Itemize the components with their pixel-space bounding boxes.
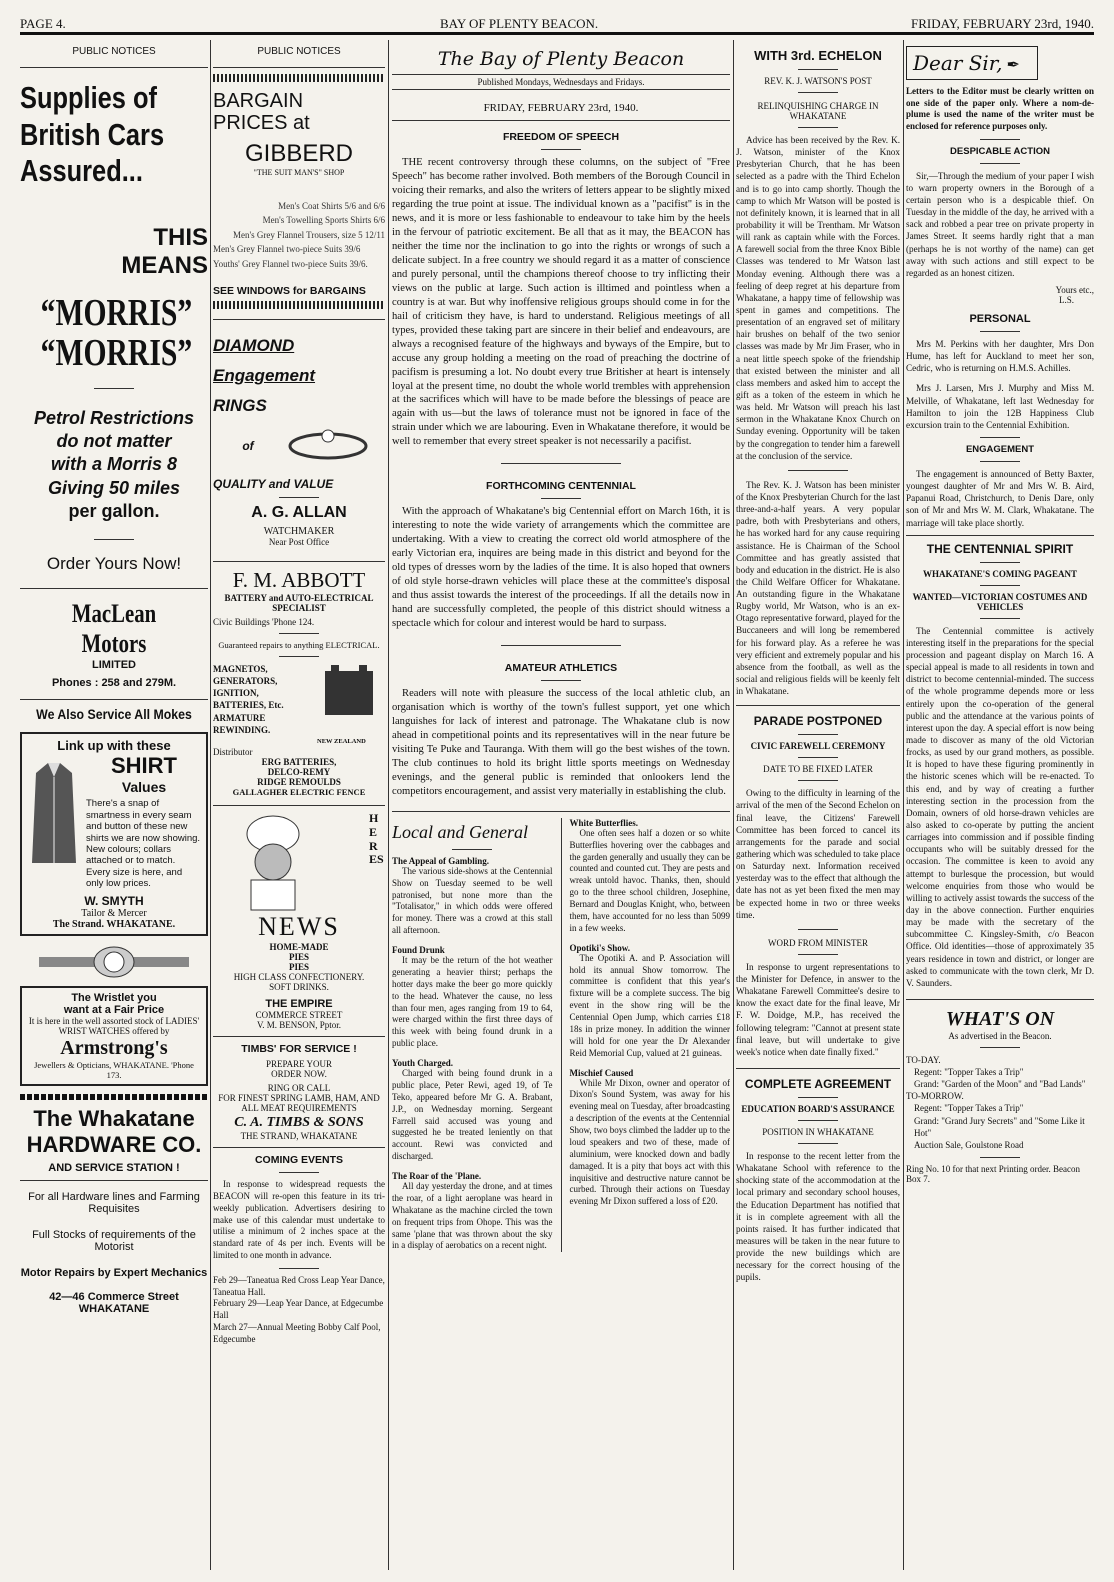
page-header: [20, 10, 1094, 35]
ad-line: Supplies of: [20, 80, 158, 115]
service-item: GENERATORS,: [213, 676, 278, 687]
ad-line: HARDWARE CO.: [26, 1132, 202, 1158]
ad-line: COMMERCE STREET: [255, 1009, 343, 1020]
article-heading: ENGAGEMENT: [965, 444, 1035, 455]
ad-line: Tailor & Mercer: [81, 907, 147, 919]
whats-on-item: Grand: "Grand Jury Secrets" and "Some Like it Hot": [914, 1115, 1085, 1138]
whats-on-subheading: As advertised in the Beacon.: [948, 1030, 1052, 1041]
column-public-notices-1: [20, 40, 208, 1570]
whats-on-item: Regent: "Topper Takes a Trip": [914, 1067, 1024, 1078]
article-heading: COMPLETE AGREEMENT: [744, 1077, 892, 1091]
article-subheading: REV. K. J. WATSON'S POST: [764, 76, 872, 86]
signoff: Yours etc.,: [1055, 285, 1094, 296]
paragraph: The various side-shows at the Centennial Show on Tuesday seemed to be well patronised, but none more than the "Totalisator," in which odds were offered for money. There was a crowd at this stall all afternoon.: [392, 865, 553, 936]
local-general-right: [570, 818, 731, 1253]
ad-line: GIBBERD: [244, 140, 354, 167]
paragraph: Mrs J. Larsen, Mrs J. Murphy and Miss M. Melville, of Whakatane, left last Wednesday for Hamilton to join the 12B Happiness Club excursion train to the Centennial Exhibition.: [906, 383, 1094, 430]
section-heading: COMING EVENTS: [254, 1153, 344, 1166]
price-item: Men's Towelling Sports Shirts 6/6: [262, 215, 385, 226]
ad-line: SEE WINDOWS for BARGAINS: [213, 284, 366, 297]
item-heading: The Appeal of Gambling.: [392, 855, 490, 866]
article-heading: FREEDOM OF SPEECH: [502, 131, 620, 143]
empire-advert: [213, 812, 385, 1030]
ad-line: TIMBS' FOR SERVICE !: [241, 1042, 357, 1055]
paragraph: The Rev. K. J. Watson has been minister of the Knox Presbyterian Church for the last three-and-a-half years. A very popular padre, both with Presbyterians and others, he has worked hard for any cause requiring assistance. He is Chairman of the School Committee and has greatly assisted that body and education in the district. He is also the Child Welfare Officer for Whakatane. An outstanding figure in the Whakatane Rugby world, Mr Watson, who is an ex-Otago representative forward, played for the Buccaneers and will long be remembered for his forward play. As a referee he was very efficient and extremely popular and his absence from the football, as well as the social and religious fields will be keenly felt in Whakatane.: [736, 479, 900, 697]
ad-line: Phones : 258 and 279M.: [51, 677, 177, 690]
ad-line: THIS: [153, 223, 208, 251]
service-item: ARMATURE: [213, 712, 266, 723]
paragraph: One often sees half a dozen or so white Butterflies hovering over the cabbages and the garden generally and usually they can be counted and counted cut. They are pests and wreak untold havoc. Thanks, then, should go to the three school children, Josephine, Bernard and Douglas Knight, who, between them, have accounted for no less than 5099 in a few weeks.: [569, 827, 730, 933]
item-heading: Youth Charged.: [392, 1058, 454, 1069]
article-heading: WITH 3rd. ECHELON: [754, 48, 882, 63]
article-heading: FORTHCOMING CENTENNIAL: [486, 480, 636, 493]
hardware-advert: [20, 1106, 208, 1315]
ad-text: There's a snap of smartness in every seam and button of these new shirts we are now showing. New colours; collars attached or to match. Every size is here, and only low prices.: [86, 798, 201, 890]
battery-illustration: [317, 663, 385, 745]
ad-line: ORDER NOW.: [271, 1068, 327, 1079]
article-heading: THE CENTENNIAL SPIRIT: [926, 541, 1074, 556]
quill-icon: ✒: [1006, 57, 1020, 74]
whats-on-item: Grand: "Garden of the Moon" and "Bad Lands": [914, 1079, 1086, 1090]
item-heading: Mischief Caused: [569, 1067, 634, 1078]
column-rule: [733, 40, 734, 1570]
shirt-illustration: [26, 753, 82, 873]
ad-line: of: [242, 439, 254, 454]
timbs-advert: [213, 1043, 385, 1141]
editorial-date: FRIDAY, FEBRUARY 23rd, 1940.: [483, 102, 639, 114]
paragraph: The Opotiki A. and P. Association will hold its annual Show tomorrow. The committee is confident that this year's fixture will be a complete success. The big event in the show ring will be the Centennial Open Jump, which carries £18 18s in prize money. In addition the winner will hold for one year the Dr Alexander Reid Memorial Cup, valued at 21 guineas.: [569, 952, 730, 1058]
paragraph: Sir,—Through the medium of your paper I wish to warn property owners in the Borough of a certain person who is a despicable thief. On Tuesday in the middle of the day, he arrived with a sack and robbed a pear tree on private property in James Street. It seems hardly right that a man (perhaps he is not worthy of the name) can get away with such actions and still expect to be regarded as an honest citizen.: [906, 170, 1094, 278]
ad-line: 42—46 Commerce Street WHAKATANE: [49, 1291, 179, 1316]
paragraph: In response to urgent representations to the Minister for Defence, in answer to the Whakatane Farewell Committee's desire to know the exact date for the final leave, Mr F. W. Doidge, M.P., has received the following telegram: "Cannot at present state final leave, but will undertake to give week's notice when date finally fixed.": [736, 961, 900, 1057]
local-general-left: [392, 818, 553, 1253]
ad-line: MEANS: [121, 251, 208, 279]
ad-line: The Wristlet you: [71, 991, 157, 1004]
ad-line: The Strand. WHAKATANE.: [52, 918, 176, 930]
item-heading: White Butterflies.: [569, 817, 638, 828]
column-public-notices-2: [213, 40, 385, 1570]
page-number: PAGE 4.: [20, 16, 66, 31]
paper-name: BAY OF PLENTY BEACON.: [440, 16, 599, 31]
whats-on-heading: WHAT'S ON: [945, 1007, 1055, 1030]
article-subheading: WANTED—VICTORIAN COSTUMES AND VEHICLES: [912, 591, 1088, 612]
letters-logo: [906, 46, 1038, 80]
ad-line: BARGAIN: [213, 90, 304, 112]
column-news: [736, 40, 900, 1570]
ad-line: RINGS: [213, 395, 267, 415]
ad-line: NEW ZEALAND: [317, 737, 366, 745]
smyth-advert: [20, 732, 208, 935]
whats-on-list: [906, 1054, 1094, 1151]
article-heading: DESPICABLE ACTION: [950, 145, 1050, 157]
service-item: IGNITION,: [213, 688, 259, 699]
masthead: The Bay of Plenty Beacon: [437, 48, 685, 70]
ad-line: want at a Fair Price: [63, 1003, 165, 1016]
ad-line: PIES: [288, 951, 309, 962]
price-list: [213, 199, 385, 271]
ad-line: Order Yours Now!: [46, 554, 182, 574]
ad-line: Motor Repairs by Expert Mechanics: [20, 1267, 208, 1280]
letters-logo-text: Dear Sir,: [913, 51, 1003, 75]
price-item: Men's Grey Flannel Trousers, size 5 12/11: [232, 229, 385, 240]
coming-events: [213, 1154, 385, 1345]
column-title: PUBLIC NOTICES: [72, 46, 156, 57]
ad-line: Giving 50 miles: [47, 477, 181, 498]
printing-notice: Ring No. 10 for that next Printing order. Beacon Box 7.: [906, 1164, 1080, 1185]
column-letters-personal: [906, 40, 1094, 1570]
ad-line: "THE SUIT MAN'S" SHOP: [253, 168, 345, 177]
event-item: March 27—Annual Meeting Bobby Calf Pool, Edgecumbe: [213, 1321, 381, 1344]
ad-line: We Also Service All Mokes: [36, 706, 192, 723]
ad-line: Petrol Restrictions: [33, 407, 195, 428]
publication-schedule: Published Mondays, Wednesdays and Fridays.: [392, 74, 730, 90]
article-subheading: DATE TO BE FIXED LATER: [763, 764, 873, 775]
article-subheading: RELINQUISHING CHARGE IN WHAKATANE: [757, 101, 879, 121]
signature: L.S.: [1058, 295, 1074, 306]
ad-line: RIDGE REMOULDS: [257, 776, 341, 787]
article-heading: PERSONAL: [969, 313, 1031, 326]
paragraph: The Centennial committee is actively interesting itself in the preparations for the special procession and pageant display on March 16. A special appeal is made to all residents in town and district to become centennial-minded. The success of the whole programme depends more or less entirely upon the co-operation of the general public and the attendance at the various points of interest upon the day. A special effort is now being made to discover as many of the old Victorian frocks, as used by our grand mothers, as possible. It is hoped to have these figuring prominently in the historic scenes which will be re-enacted. To this end, and by way of creating a further interesting section in the procession from the Domain, owners of old horse-drawn vehicles are also asked to co-operate by putting the ancient carriages into commission and if possible finding occupants who will be suitably dressed for the occasion. The committee is keen to avoid any attempt to burlesque the procession, but would welcome enquiries from those who would be willing to actively assist towards the success of the day in the above connection. Further enquiries may be made with the secretary of the subcommittee C. Kingsley-Smith, c/o Beacon Office. Old identities—those of approximately 35 years residence in town and district, or longer are asked to communicate with the town clerk, Mr D. V. Saunders.: [906, 625, 1094, 988]
ad-line: RING OR CALL: [267, 1082, 331, 1093]
whats-on-item: Auction Sale, Goulstone Road: [914, 1139, 1024, 1150]
ad-line: PRICES at: [213, 112, 310, 134]
ad-line: THE STRAND, WHAKATANE: [240, 1130, 358, 1141]
ad-line: AND SERVICE STATION !: [48, 1162, 180, 1175]
gibberd-advert: [213, 74, 385, 309]
ad-line: F. M. ABBOTT: [232, 567, 366, 592]
ad-line: per gallon.: [68, 501, 160, 522]
column-title: PUBLIC NOTICES: [257, 46, 341, 57]
allan-advert: [213, 336, 385, 547]
ad-line: Link up with these: [57, 738, 171, 754]
ad-line: THE EMPIRE: [265, 997, 333, 1010]
article-subheading: EDUCATION BOARD'S ASSURANCE: [741, 1104, 895, 1114]
morris-logo: “MORRIS”: [40, 331, 193, 374]
price-item: Men's Grey Flannel two-piece Suits 39/6: [213, 244, 361, 255]
ad-line: BATTERY and AUTO-ELECTRICAL SPECIALIST: [224, 592, 374, 613]
whats-on-day: TO-DAY.: [906, 1054, 941, 1065]
ad-line: SHIRT: [111, 753, 177, 779]
paragraph: Charged with being found drunk in a public place, Peter Rewi, aged 19, of Te Teko, appeared before Mr G. A. Brabant, J.P., on Wednesday morning. Sergeant Farrell said accused was young and suggested he be treated leniently on that account. Rewi was convicted and discharged.: [392, 1068, 553, 1162]
paragraph: Mrs M. Perkins with her daughter, Mrs Don Hume, has left for Auckland to meet her son, Cedric, who is returning on H.M.S. Achilles.: [906, 339, 1094, 374]
paragraph: Advice has been received by the Rev. K. J. Watson, minister of the Knox Presbyterian Church, that he has been selected as a padre with the Third Echelon and is to go into camp shortly. Though the camp to which Mr Watson will be posted is not definitely known, it is learned that in all probability it will be Trentham. Mr Watson will rank as captain while with the Forces. A farewell social from the three Knox Bible Classes was tendered to Mr Watson last Monday evening. Although there was a feeling of deep regret at his departure from Whakatane, a happy time of fellowship was spent in games and competitions. The presentation of an engraved set of military hair brushes on behalf of the two senior classes was made by Mr Jim Fraser, who in a neat little speech spoke of the friendship that existed between the minister and all class members and asked him to accept the gift as a token of the esteem in which he was held. Mr Watson will preach his last sermon in the Whakatane Knox Church on Sunday evening. Opportunity will be taken by the congregation to tender him a farewell at the conclusion of the service.: [736, 135, 900, 461]
article-subheading: WORD FROM MINISTER: [767, 937, 868, 948]
ad-line: FOR FINEST SPRING LAMB, HAM, AND ALL MEAT REQUIREMENTS: [218, 1092, 380, 1113]
ad-line: GALLAGHER ELECTRIC FENCE: [232, 786, 366, 797]
event-item: Feb 29—Taneatua Red Cross Leap Year Dance, Taneatua Hall.: [213, 1275, 385, 1297]
ad-line: ERG BATTERIES,: [261, 756, 337, 767]
ad-line: W. SMYTH: [84, 893, 144, 908]
ad-line: Full Stocks of requirements of the Motorist: [32, 1229, 196, 1254]
paragraph: All day yesterday the drone, and at times the roar, of a light aeroplane was heard in Whakatane as the machine circled the town on frequent trips from Ohope. This was the same 'plane that was thrown about the sky in a display of aerobatics on a recent night.: [392, 1181, 553, 1251]
ring-illustration: [283, 426, 373, 467]
ad-line: Values: [121, 779, 167, 796]
ad-line: do not matter: [56, 430, 172, 451]
service-item: REWINDING.: [213, 724, 271, 735]
event-item: February 29—Leap Year Dance, at Edgecumbe Hall: [213, 1298, 384, 1321]
abbott-advert: [213, 568, 385, 797]
ad-line: QUALITY and VALUE: [213, 476, 334, 491]
ad-text: It is here in the well assorted stock of LADIES' WRIST WATCHES offered by: [28, 1015, 200, 1037]
article-subheading: CIVIC FAREWELL CEREMONY: [750, 741, 886, 752]
article-subheading: WHAKATANE'S COMING PAGEANT: [922, 568, 1077, 579]
column-rule: [210, 40, 211, 1570]
ad-line: A. G. ALLAN: [251, 503, 347, 521]
maclean-motors-advert: [20, 599, 208, 722]
paragraph: With the approach of Whakatane's big Centennial effort on March 16th, it is interesting to note the wide variety of arrangements which the committee are undertaking. With a view to creating the correct old world atmosphere of the early Victorian era, inquires are being made in this district and beyond for the old types of dresses worn by the ladies of the time. It is also hoped that owners of old style horse-drawn vehicles will place these at the committee's disposal and thus assist towards the interest of the proceedings. If all the details now in hand are successfully completed, the people of this district should witness a spectacle which for colour and interest would be hard to surpass.: [392, 506, 730, 630]
ad-line: WATCHMAKER: [263, 525, 335, 537]
ad-line: DELCO-REMY: [267, 766, 331, 777]
whats-on-day: TO-MORROW.: [906, 1091, 964, 1102]
morris-logo: “MORRIS”: [40, 291, 193, 334]
paragraph: Owing to the difficulty in learning of the arrival of the men of the Second Echelon on final leave, the Citizens' Farewell Committee has been forced to cancel its arrangements for the parade and social gathering which was scheduled to take place on Saturday next. Information received yesterday was to the effect that although the date has not as yet been fixed the men may be expected home in two or three weeks time.: [736, 788, 900, 920]
ad-line: For all Hardware lines and Farming Requisites: [28, 1191, 200, 1216]
ad-line: C. A. TIMBS & SONS: [234, 1114, 364, 1130]
ad-line: British Cars: [20, 116, 165, 152]
wristwatch-illustration: [20, 942, 208, 982]
letters-notice: Letters to the Editor must be clearly written on one side of the paper only. Where a nom-de-plume is used the name of the writer must be enclosed for reference purposes only.: [906, 86, 1094, 132]
ad-line: PREPARE YOUR: [265, 1058, 333, 1069]
ad-line: Civic Buildings 'Phone 124.: [213, 616, 315, 627]
section-heading: Local and General: [392, 821, 528, 842]
maclean-logo: MacLean Motors: [71, 599, 157, 659]
price-item: Youths' Grey Flannel two-piece Suits 39/6.: [213, 258, 368, 269]
ad-line: The Whakatane: [33, 1106, 195, 1132]
ad-line: Near Post Office: [268, 536, 330, 547]
ad-line: NEWS: [258, 911, 340, 941]
ad-line: Armstrong's: [60, 1037, 168, 1060]
ad-line: PIES: [288, 961, 309, 972]
column-editorial: [392, 40, 730, 1570]
whats-on-item: Regent: "Topper Takes a Trip": [914, 1103, 1024, 1114]
service-item: BATTERIES, Etc.: [213, 700, 284, 711]
ad-line: LIMITED: [92, 659, 136, 672]
ad-line: Distributor: [213, 746, 253, 757]
chef-illustration: [213, 812, 369, 912]
ad-line: DIAMOND: [213, 335, 295, 355]
morris-advert: [20, 80, 208, 574]
paragraph: The engagement is announced of Betty Baxter, youngest daughter of Mr and Mrs W. B. Aird, Papanui Road, Christchurch, to Denis Dare, only son of Mr and Mrs W. M. Clark, Whakatane. The marriage will take place shortly.: [906, 469, 1094, 528]
paragraph: While Mr Dixon, owner and operator of Dixon's Sound System, was away for his evening meal on Tuesday, after broadcasting a description of the events at the Centennial Show, two boys climbed the ladder up to the loud speakers and two of these, made of aluminium, were knocked down and badly damaged. It is a pity that boys act with this inquisitive and destructive nature cannot be curbed. Through their actions on Tuesday evening Mr Dixon suffered a loss of £20.: [569, 1077, 730, 1207]
service-item: MAGNETOS,: [213, 663, 268, 674]
column-rule: [903, 40, 904, 1570]
item-heading: The Roar of the 'Plane.: [392, 1171, 482, 1182]
ad-line: Guaranteed repairs to anything ELECTRICAL.: [218, 639, 380, 650]
paragraph: In response to widespread requests the BEACON will re-open this feature in its tri-weekly publication. Advertisers desiring to make use of this calendar must undertake to utilise a minimum of 2 inches space at the standard rate of 4s per inch. Events will be limited to one month in advance.: [213, 1178, 385, 1261]
column-rule: [388, 40, 389, 1570]
paragraph: Readers will note with pleasure the success of the local athletic club, an organisation which is worthy of the town's fullest support, yet one which languishes for lack of interest and patronage. The Whakatane club is now ahead in competitional points and its representatives will in the near future be visiting Te Puke and Tauranga. With them will go the best wishes of the town. The club continues to hold its bright little sports meetings on Wednesday evenings, and the general public is reminded that onlookers lend the competitors encouragement, and assist very materially in establishing the club.: [392, 688, 730, 797]
armstrong-advert: [20, 942, 208, 1087]
ad-line: Jewellers & Opticians, WHAKATANE. 'Phone 173.: [34, 1060, 194, 1081]
article-subheading: POSITION IN WHAKATANE: [762, 1127, 874, 1137]
ad-line: with a Morris 8: [50, 454, 178, 475]
paragraph: THE recent controversy through these columns, on the subject of "Free Speech" has become rather involved. Both members of the Borough Council in voicing their remarks, and also the writers of letters appear to be slightly mixed regarding the true point at issue. The individual known as a "pacifist" is in the news, and it is more or less fashionable to endeavour to take him by the heels in the fervour of patriotic excitement. Be all that as it may, the BEACON has neither the time nor the inclination to go into the rights or wrongs of such a delicate subject. In a free country we should regard it as a matter of conscience and purely personal, until the champions thereof choose to try inflicting their views on the public at large. Such action is illtimed and pointless when a country is at war. But why inoffensive religious groups should come in for the hail of criticism they have, is hard to understand. Religious meetings of all types, provided these taking part are sincere in their belief and endeavours, are always a recognised feature of the highways and byways of the Empire, but to accuse any group holding a meeting on the road of preaching the doctrine of pacifism is presuming a lot. No doubt every true Britisher at heart is intensely loyal at the present time, no doubt the whole world trembles with apprehension at the sacrifices which will have to be made before the blessings of peace are again with us—but the laws of tolerance must not be ignored in face of the strain under which we are labouring. Even in Whakatane therefore, it would be well to remember that every street speaker is not necessarily a pacifist.: [392, 157, 730, 448]
price-item: Men's Coat Shirts 5/6 and 6/6: [278, 201, 385, 211]
paragraph: In response to the recent letter from the Whakatane School with reference to the shocking state of the accommodation at the local primary and secondary school houses, the Education Department has notified that it is in complete agreement with all the points raised. It has further indicated that measures will be taken in the near future to provide the new buildings which are necessary for the correct housing of the pupils.: [736, 1151, 900, 1283]
ad-line: HOME-MADE: [269, 941, 329, 952]
paragraph: It may be the return of the hot weather generating a heavier thirst; perhaps the hotter days make the beer go more quickly to the head. Whatever the cause, no less than four men, ages ranging from 19 to 64, were charged within the first three days of this week with being found drunk in a public place.: [392, 955, 553, 1049]
ad-line: Engagement: [213, 365, 316, 385]
ad-line: SOFT DRINKS.: [269, 981, 329, 992]
ad-line: Assured...: [20, 153, 143, 189]
service-list: [213, 663, 317, 745]
ad-line: HIGH CLASS CONFECTIONERY.: [233, 971, 365, 982]
ad-line: HERES: [369, 810, 384, 867]
article-heading: PARADE POSTPONED: [753, 714, 883, 729]
header-date: FRIDAY, FEBRUARY 23rd, 1940.: [910, 16, 1094, 31]
item-heading: Found Drunk: [392, 945, 445, 956]
ad-line: V. M. BENSON, Pptor.: [256, 1019, 342, 1030]
article-heading: AMATEUR ATHLETICS: [504, 662, 618, 675]
item-heading: Opotiki's Show.: [569, 942, 631, 953]
